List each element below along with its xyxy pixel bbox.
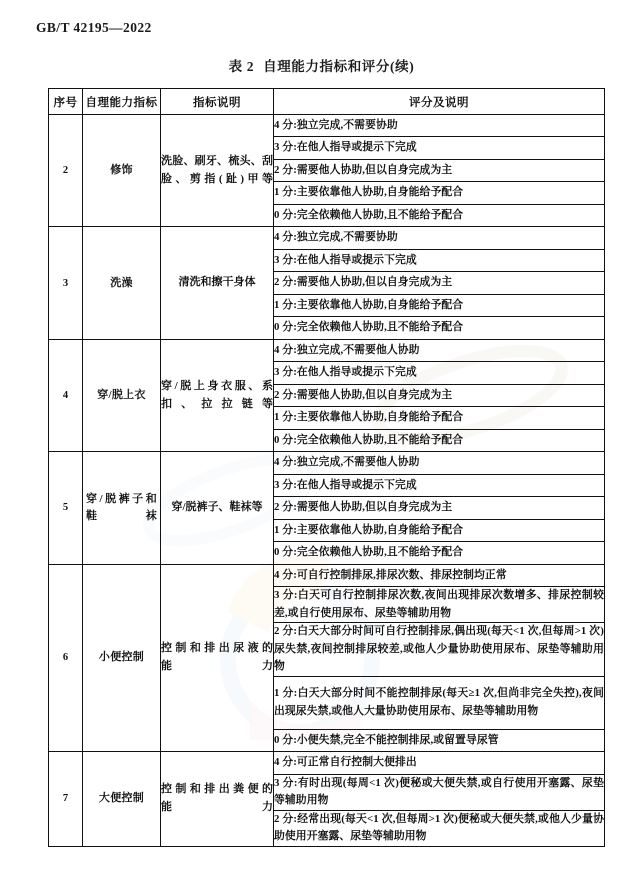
table-body <box>49 115 605 847</box>
cell-score-description: 4 分:独立完成,不需要他人协助 <box>274 339 605 361</box>
cell-indicator-description-line: 能力 <box>161 800 273 813</box>
cell-sequence-number: 5 <box>49 452 83 564</box>
cell-sequence-number: 6 <box>49 564 83 751</box>
cell-indicator-description <box>161 339 274 451</box>
cell-score-description: 1 分:主要依靠他人协助,自身能给予配合 <box>274 294 605 316</box>
table-row <box>49 452 605 474</box>
cell-indicator-description-line: 控制和排出尿液的 <box>161 642 273 655</box>
cell-score-description: 0 分:小便失禁,完全不能控制排尿,或留置导尿管 <box>274 729 605 751</box>
cell-indicator-description-line: 清洗和擦干身体 <box>178 276 256 289</box>
cell-score-description: 3 分:在他人指导或提示下完成 <box>274 137 605 159</box>
cell-ability-indicator: 修饰 <box>83 115 161 227</box>
cell-score-description: 1 分:主要依靠他人协助,自身能给予配合 <box>274 519 605 541</box>
cell-score-description: 2 分:需要他人协助,但以自身完成为主 <box>274 272 605 294</box>
cell-ability-indicator <box>83 452 161 564</box>
cell-indicator-description-line: 洗脸、刷牙、梳头、刮 <box>161 155 273 168</box>
table-header-row <box>49 89 605 115</box>
cell-indicator-description-line: 能力 <box>161 659 273 672</box>
cell-ability-indicator-line: 鞋袜 <box>86 509 157 522</box>
cell-indicator-description <box>161 564 274 751</box>
cell-indicator-description <box>161 115 274 227</box>
table-container <box>48 88 604 847</box>
table-header <box>49 89 605 115</box>
cell-score-description: 4 分:独立完成,不需要协助 <box>274 115 605 137</box>
cell-sequence-number: 3 <box>49 227 83 339</box>
cell-indicator-description <box>161 227 274 339</box>
cell-indicator-description <box>161 452 274 564</box>
cell-indicator-description-line: 穿/脱上身衣服、系 <box>161 379 273 392</box>
table-row <box>49 752 605 774</box>
cell-score-description: 0 分:完全依赖他人协助,且不能给予配合 <box>274 429 605 451</box>
cell-indicator-description-line: 扣、拉拉链等 <box>161 397 273 410</box>
cell-score-description: 2 分:白天大部分时间可自行控制排尿,偶出现(每天<1 次,但每周>1 次)尿失禁,夜间控制排尿较差,或他人少量协助使用尿布、尿垫等辅助用物 <box>274 623 605 676</box>
cell-score-description: 4 分:独立完成,不需要协助 <box>274 227 605 249</box>
column-header-name: 自理能力指标 <box>83 89 161 115</box>
cell-indicator-description <box>161 752 274 846</box>
cell-indicator-description-line: 控制和排出粪便的 <box>161 783 273 796</box>
standard-number-header: GB/T 42195—2022 <box>36 20 152 35</box>
table-row <box>49 564 605 586</box>
cell-sequence-number: 7 <box>49 752 83 846</box>
cell-ability-indicator: 小便控制 <box>83 564 161 751</box>
column-header-score: 评分及说明 <box>274 89 605 115</box>
table-row <box>49 227 605 249</box>
cell-sequence-number: 4 <box>49 339 83 451</box>
cell-score-description: 3 分:在他人指导或提示下完成 <box>274 249 605 271</box>
column-header-no: 序号 <box>49 89 83 115</box>
cell-score-description: 4 分:可正常自行控制大便排出 <box>274 752 605 774</box>
cell-indicator-description-line: 脸、剪指(趾)甲等 <box>161 172 273 185</box>
self-care-ability-table <box>48 88 605 847</box>
cell-ability-indicator: 穿/脱上衣 <box>83 339 161 451</box>
cell-ability-indicator: 大便控制 <box>83 752 161 846</box>
cell-score-description: 2 分:需要他人协助,但以自身完成为主 <box>274 159 605 181</box>
cell-score-description: 4 分:独立完成,不需要他人协助 <box>274 452 605 474</box>
cell-ability-indicator: 洗澡 <box>83 227 161 339</box>
cell-score-description: 3 分:有时出现(每周<1 次)便秘或大便失禁,或自行使用开塞露、尿垫等辅助用物 <box>274 774 605 810</box>
cell-score-description: 0 分:完全依赖他人协助,且不能给予配合 <box>274 204 605 226</box>
cell-score-description: 1 分:白天大部分时间不能控制排尿(每天≥1 次,但尚非完全失控),夜间出现尿失禁,或他人大量协助使用尿布、尿垫等辅助用物 <box>274 676 605 729</box>
cell-score-description: 1 分:主要依靠他人协助,自身能给予配合 <box>274 182 605 204</box>
cell-score-description: 0 分:完全依赖他人协助,且不能给予配合 <box>274 317 605 339</box>
table-caption <box>0 55 643 75</box>
table-row <box>49 339 605 361</box>
cell-score-description: 3 分:在他人指导或提示下完成 <box>274 362 605 384</box>
cell-score-description: 2 分:需要他人协助,但以自身完成为主 <box>274 497 605 519</box>
cell-score-description: 2 分:经常出现(每天<1 次,但每周>1 次)便秘或大便失禁,或他人少量协助使用开塞露、尿垫等辅助用物 <box>274 810 605 846</box>
column-header-desc: 指标说明 <box>161 89 274 115</box>
cell-indicator-description-line: 穿/脱裤子、鞋袜等 <box>171 501 263 514</box>
table-caption-label: 表 2 <box>228 59 255 74</box>
cell-score-description: 1 分:主要依靠他人协助,自身能给予配合 <box>274 407 605 429</box>
table-row <box>49 115 605 137</box>
cell-score-description: 3 分:在他人指导或提示下完成 <box>274 474 605 496</box>
cell-sequence-number: 2 <box>49 115 83 227</box>
cell-ability-indicator-line: 穿/脱裤子和 <box>86 492 157 505</box>
table-caption-title: 自理能力指标和评分(续) <box>263 59 415 74</box>
cell-score-description: 4 分:可自行控制排尿,排尿次数、排尿控制均正常 <box>274 564 605 586</box>
cell-score-description: 2 分:需要他人协助,但以自身完成为主 <box>274 384 605 406</box>
cell-score-description: 0 分:完全依赖他人协助,且不能给予配合 <box>274 542 605 564</box>
cell-score-description: 3 分:白天可自行控制排尿次数,夜间出现排尿次数增多、排尿控制较差,或自行使用尿布、尿垫等辅助用物 <box>274 587 605 623</box>
